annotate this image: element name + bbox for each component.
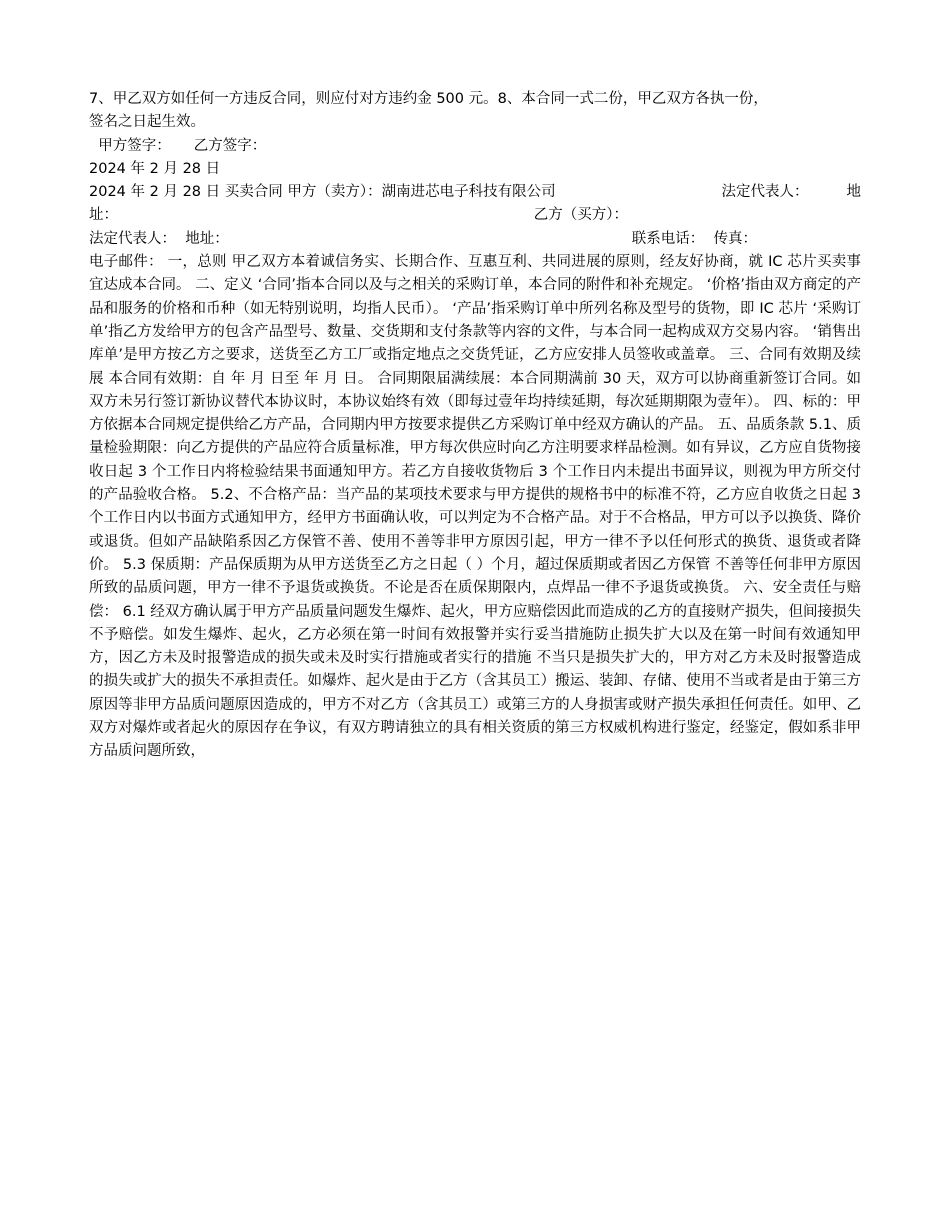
- header-legal-rep: 法定代表人：: [721, 184, 809, 201]
- date-line: 2024 年 2 月 28 日: [89, 160, 221, 177]
- address-label: 址：: [89, 207, 118, 224]
- clause-7-8-line: 7、甲乙双方如任何一方违反合同，则应付对方违约金 500 元。8、本合同一式二份，甲乙双方各执一份，: [89, 91, 768, 107]
- header-seller: 2024 年 2 月 28 日 买卖合同 甲方（卖方）：湖南进芯电子科技有限公司: [89, 184, 556, 201]
- signature-line: 甲方签字： 乙方签字：: [89, 137, 267, 154]
- address-row: [89, 204, 861, 227]
- header-address-start: 地: [846, 184, 861, 201]
- buyer-label: 乙方（买方）：: [533, 207, 628, 224]
- rep-row: [89, 228, 861, 251]
- rep-address-label: 法定代表人： 地址：: [89, 230, 229, 247]
- clause-effective-line: 签名之日起生效。: [89, 114, 205, 131]
- phone-fax-label: 联系电话： 传真：: [631, 230, 757, 247]
- contract-header-row: [89, 181, 861, 204]
- contract-body: 电子邮件： 一，总则 甲乙双方本着诚信务实、长期合作、互惠互利、共同进展的原则，经友好协商，就 IC 芯片买卖事宜达成本合同。 二、定义 ‘合同’指本合同以及与之相关的采购订单，本合同的附件和补充规定。 ‘价格’指由双方商定的产品和服务的价格和币种（如无特别说明，均指人民币）。 ‘产品’指采购订单中所列名称及型号的货物，即 IC 芯片 ‘采购订单’指乙方发给甲方的包含产品型号、数量、交货期和支付条款等内容的文件，与本合同一起构成双方交易内容。 ‘销售出库单’是甲方按乙方之要求，送货至乙方工厂或指定地点之交货凭证，乙方应安排人员签收或盖章。 三、合同有效期及续展 本合同有效期：自 年 月 日至 年 月 日。 合同期限届满续展：本合同期满前 30 天，双方可以协商重新签订合同。如双方未另行签订新协议替代本协议时，本协议始终有效（即每过壹年均持续延期，每次延期期限为壹年）。 四、标的：甲方依据本合同规定提供给乙方产品，合同期内甲方按要求提供乙方采购订单中经双方确认的产品。 五、品质条款 5.1、质量检验期限：向乙方提供的产品应符合质量标准，甲方每次供应时向乙方注明要求样品检测。如有异议，乙方应自货物接收日起 3 个工作日内将检验结果书面通知甲方。若乙方自接收货物后 3 个工作日内未提出书面异议，则视为甲方所交付的产品验收合格。 5.2、不合格产品：当产品的某项技术要求与甲方提供的规格书中的标准不符，乙方应自收货之日起 3 个工作日内以书面方式通知甲方，经甲方书面确认收，可以判定为不合格产品。对于不合格品，甲方可以予以换货、降价或退货。但如产品缺陷系因乙方保管不善、使用不善等非甲方原因引起，甲方一律不予以任何形式的换货、退货或者降价。 5.3 保质期：产品保质期为从甲方送货至乙方之日起（ ）个月，超过保质期或者因乙方保管 不善等任何非甲方原因所致的品质问题，甲方一律不予退货或换货。不论是否在质保期限内，点焊品一律不予退货或换货。 六、安全责任与赔偿： 6.1 经双方确认属于甲方产品质量问题发生爆炸、起火，甲方应赔偿因此而造成的乙方的直接财产损失，但间接损失不予赔偿。如发生爆炸、起火，乙方必须在第一时间有效报警并实行妥当措施防止损失扩大以及在第一时间有效通知甲方，因乙方未及时报警造成的损失或未及时实行措施或者实行的措施 不当只是损失扩大的，甲方对乙方未及时报警造成的损失或扩大的损失不承担责任。如爆炸、起火是由于乙方（含其员工）搬运、装卸、存储、使用不当或者是由于第三方原因等非甲方品质问题原因造成的，甲方不对乙方（含其员工）或第三方的人身损害或财产损失承担任何责任。如甲、乙双方对爆炸或者起火的原因存在争议，有双方聘请独立的具有相关资质的第三方权威机构进行鉴定，经鉴定，假如系非甲方品质问题所致，: [89, 254, 861, 760]
- contract-page: [89, 88, 861, 764]
